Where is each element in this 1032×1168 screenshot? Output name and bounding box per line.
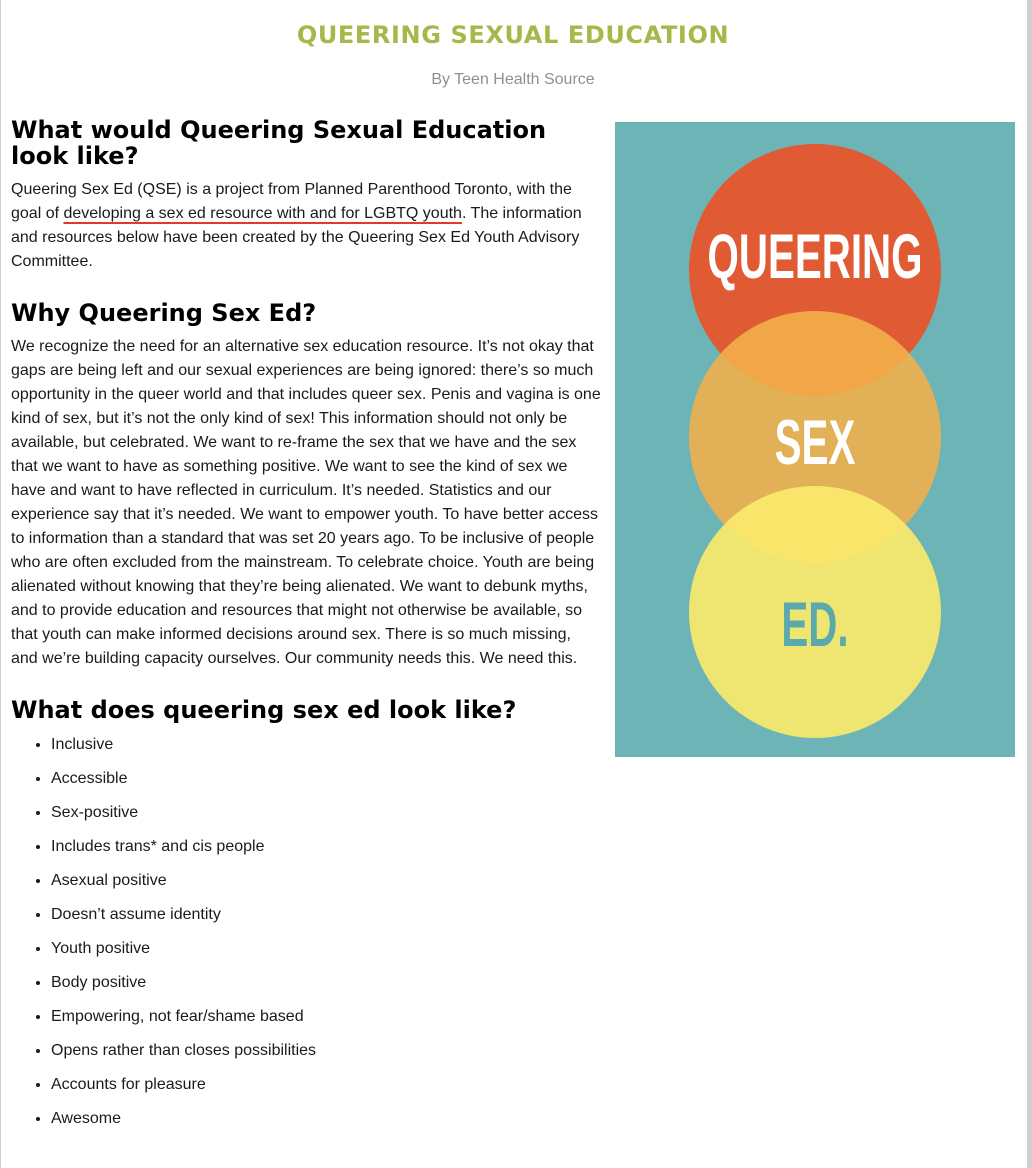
section-heading: What does queering sex ed look like?	[11, 696, 517, 724]
section-what-does	[11, 697, 601, 1142]
list-item: • Includes trans* and cis people	[51, 836, 601, 870]
queering-sex-ed-poster	[615, 122, 1015, 757]
list-item: • Empowering, not fear/shame based	[51, 1006, 601, 1040]
feature-list	[11, 734, 601, 1142]
poster-word-ed: ED.	[781, 590, 849, 661]
list-item: • Inclusive	[51, 734, 601, 768]
list-item: • Sex-positive	[51, 802, 601, 836]
poster-word-sex: SEX	[774, 408, 856, 479]
list-item: • Youth positive	[51, 938, 601, 972]
list-item: • Body positive	[51, 972, 601, 1006]
section-what-would	[11, 117, 601, 274]
list-item: • Doesn’t assume identity	[51, 904, 601, 938]
article-body	[11, 117, 601, 1142]
list-item: • Accounts for pleasure	[51, 1074, 601, 1108]
section-heading: Why Queering Sex Ed?	[11, 299, 317, 327]
section-paragraph: We recognize the need for an alternative sex education resource. It’s not okay that gaps are being left and our sexual experiences are being ignored: there’s so much opportunity in the queer world and that includes queer sex. Penis and vagina is one kind of sex, but it’s not the only kind of sex! This information should not only be available, but celebrated. We want to re-frame the sex that we have and the sex that we want to have as something positive. We want to see the kind of sex we have and want to have reflected in curriculum. It’s needed. Statistics and our experience say that it’s needed. We want to empower youth. To have better access to information than a standard that was set 20 years ago. To be inclusive of people who are often excluded from the mainstream. To celebrate choice. Youth are being alienated without knowing that they’re being alienated. We want to debunk myths, and to provide education and resources that might not otherwise be available, so that youth can make informed decisions around sex. There is so much missing, and we’re building capacity ourselves. Our community needs this. We need this.	[11, 338, 601, 667]
poster-word-queering: QUEERING	[707, 222, 923, 293]
section-why	[11, 300, 601, 671]
section-paragraph	[11, 178, 601, 274]
paragraph-text: . The information and resources below have been created by the Queering Sex Ed Youth Advisory Committee.	[11, 205, 582, 270]
list-item: • Asexual positive	[51, 870, 601, 904]
page-title: QUEERING SEXUAL EDUCATION	[296, 21, 730, 49]
byline: By Teen Health Source	[431, 71, 595, 88]
section-heading: What would Queering Sexual Education look like?	[11, 116, 547, 170]
list-item: • Opens rather than closes possibilities	[51, 1040, 601, 1074]
list-item: • Accessible	[51, 768, 601, 802]
list-item: • Awesome	[51, 1108, 601, 1142]
paragraph-text: Queering Sex Ed (QSE) is a project from Planned Parenthood Toronto, with the goal of	[11, 181, 572, 222]
highlighted-phrase: developing a sex ed resource with and for LGBTQ youth	[63, 205, 462, 222]
